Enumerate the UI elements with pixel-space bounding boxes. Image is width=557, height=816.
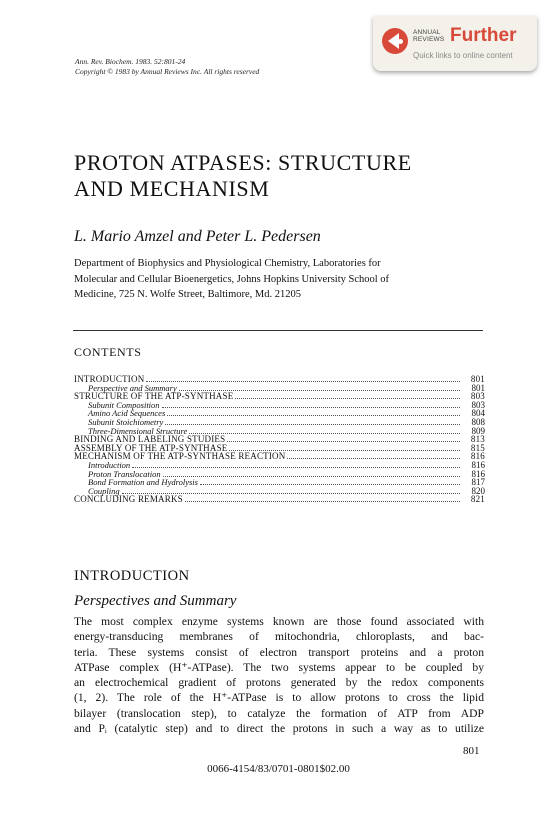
toc-entry-page: 816 [471, 468, 485, 479]
toc-entry[interactable] [74, 452, 485, 461]
banner-further-label: Further [450, 25, 517, 46]
footer-code: 0066-4154/83/0701-0801$02.00 [207, 763, 350, 775]
body-text-line: bilayer (translocation step), to catalyze the formation of ATP from ADP [74, 706, 484, 720]
toc-entry-page: 808 [471, 416, 485, 427]
page-number: 801 [463, 745, 480, 757]
body-text-line: and Pᵢ (catalytic step) and to direct the protons in such a way as to utilize [74, 722, 484, 736]
toc-entry-page: 820 [471, 485, 485, 496]
contents-heading: CONTENTS [74, 345, 142, 359]
banner-brand-line2: REVIEWS [413, 36, 445, 43]
toc-entry-label: ASSEMBLY OF THE ATP-SYNTHASE [74, 442, 228, 453]
toc-entry-page: 804 [471, 408, 485, 419]
toc-leader-dots [163, 476, 460, 477]
journal-citation: Ann. Rev. Biochem. 1983. 52:801-24 [75, 57, 186, 66]
toc-entry-label: Proton Translocation [88, 468, 161, 479]
toc-entry-page: 803 [470, 391, 485, 402]
toc-leader-dots [162, 407, 460, 408]
table-of-contents [74, 375, 485, 504]
toc-entry-page: 801 [471, 382, 485, 393]
body-text-line: an electrochemical gradient of protons generated by the redox components [74, 676, 484, 690]
body-text-line: ATPase complex (H⁺-ATPase). The two systems appear to be coupled by [74, 660, 484, 674]
section-divider [73, 330, 483, 331]
affiliation-line1: Department of Biophysics and Physiological Chemistry, Laboratories for [74, 258, 381, 269]
toc-entry-label: STRUCTURE OF THE ATP-SYNTHASE [74, 391, 234, 402]
introduction-subheading: Perspectives and Summary [74, 593, 237, 609]
toc-entry-label: Coupling [88, 485, 120, 496]
toc-leader-dots [227, 441, 460, 442]
body-text-line: The most complex enzyme systems known are those found associated with [74, 615, 484, 628]
toc-entry-page: 821 [470, 494, 485, 505]
body-text-line: (1, 2). The role of the H⁺-ATPase is to allow protons to cross the lipid [74, 691, 484, 705]
article-title [74, 150, 494, 202]
toc-entry-label: Three-Dimensional Structure [88, 425, 188, 436]
toc-leader-dots [235, 398, 460, 399]
toc-entry-page: 801 [470, 374, 485, 384]
toc-entry-label: Subunit Stoichiometry [88, 416, 164, 427]
toc-entry-page: 816 [470, 451, 485, 462]
toc-entry-label: Subunit Composition [88, 399, 160, 410]
further-reading-banner[interactable] [373, 16, 537, 71]
toc-entry[interactable] [74, 495, 485, 504]
toc-entry[interactable] [74, 478, 485, 487]
affiliation-line3: Medicine, 725 N. Wolfe Street, Baltimore, Md. 21205 [74, 289, 302, 300]
article-affiliation [74, 256, 494, 303]
toc-entry-label: INTRODUCTION [74, 374, 145, 384]
toc-leader-dots [189, 433, 460, 434]
toc-entry-page: 815 [470, 442, 485, 453]
toc-entry-label: Amino Acid Sequences [88, 408, 166, 419]
toc-leader-dots [167, 415, 460, 416]
toc-entry-page: 803 [471, 399, 485, 410]
banner-brand [413, 29, 444, 43]
article-title-line1: PROTON ATPASES: STRUCTURE [74, 150, 412, 175]
toc-entry-page: 817 [471, 477, 485, 488]
toc-leader-dots [185, 501, 460, 502]
toc-leader-dots [200, 484, 460, 485]
toc-leader-dots [146, 381, 460, 382]
toc-entry-label: BINDING AND LABELING STUDIES [74, 434, 226, 445]
toc-entry-page: 816 [471, 459, 485, 470]
annual-reviews-logo-icon [382, 28, 408, 54]
affiliation-line2: Molecular and Cellular Bioenergetics, Johns Hopkins University School of [74, 273, 390, 285]
toc-leader-dots [132, 467, 460, 468]
toc-leader-dots [165, 424, 460, 425]
body-text-line: energy-transducing membranes of mitochondria, chloroplasts, and bac- [74, 630, 484, 644]
toc-entry-label: MECHANISM OF THE ATP-SYNTHASE REACTION [74, 451, 286, 462]
article-title-line2: AND MECHANISM [74, 176, 270, 201]
banner-subtitle: Quick links to online content [413, 51, 513, 60]
journal-citation-block [75, 57, 259, 77]
banner-brand-line1: ANNUAL [413, 29, 441, 36]
article-authors: L. Mario Amzel and Peter L. Pedersen [74, 228, 321, 245]
toc-leader-dots [287, 458, 460, 459]
toc-entry-label: CONCLUDING REMARKS [74, 494, 183, 505]
toc-entry-label: Bond Formation and Hydrolysis [88, 477, 198, 488]
introduction-heading: INTRODUCTION [74, 568, 190, 584]
body-text-line: teria. These systems consist of electron transport proteins and a proton [74, 645, 484, 659]
introduction-body [74, 614, 484, 736]
journal-copyright: Copyright © 1983 by Annual Reviews Inc. All rights reserved [75, 67, 260, 76]
toc-entry-label: Perspective and Summary [88, 382, 177, 393]
toc-entry-page: 809 [471, 425, 485, 436]
toc-entry-page: 813 [470, 434, 485, 445]
toc-entry-label: Introduction [88, 459, 131, 470]
